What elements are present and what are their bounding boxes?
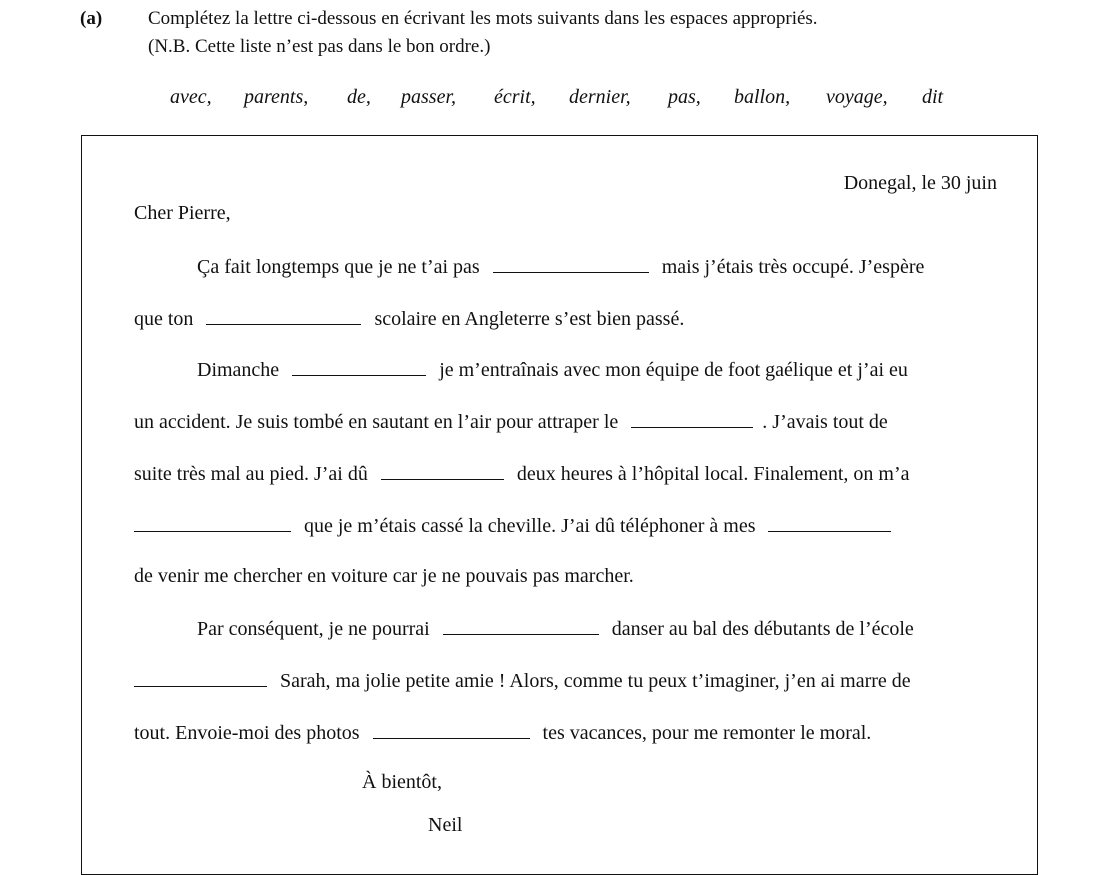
letter-line-10: tout. Envoie-moi des photos tes vacances, pour me remonter le moral.	[134, 722, 872, 744]
word-bank	[0, 86, 1116, 112]
letter-greeting: Cher Pierre,	[134, 202, 231, 224]
blank-2[interactable]	[206, 306, 361, 325]
word-bank-item: dit	[922, 86, 944, 108]
word-bank-item: dernier,	[569, 86, 631, 108]
word-bank-item: ballon,	[734, 86, 791, 108]
blank-9[interactable]	[134, 668, 267, 687]
blank-8[interactable]	[443, 616, 599, 635]
letter-line-5: suite très mal au pied. J’ai dû deux heures à l’hôpital local. Finalement, on m’a	[134, 463, 910, 485]
word-bank-item: écrit,	[494, 86, 536, 108]
letter-signature: Neil	[428, 814, 463, 836]
instruction-line-1: Complétez la lettre ci-dessous en écrivant les mots suivants dans les espaces appropriés.	[148, 8, 818, 29]
word-bank-item: parents,	[244, 86, 309, 108]
blank-7[interactable]	[768, 513, 891, 532]
instruction-line-2: (N.B. Cette liste n’est pas dans le bon ordre.)	[148, 36, 491, 57]
word-bank-item: pas,	[668, 86, 701, 108]
letter-line-9: Sarah, ma jolie petite amie ! Alors, comme tu peux t’imaginer, j’en ai marre de	[134, 668, 911, 693]
word-bank-item: passer,	[401, 86, 457, 108]
letter-line-7: de venir me chercher en voiture car je ne pouvais pas marcher.	[134, 565, 634, 587]
word-bank-item: voyage,	[826, 86, 888, 108]
blank-10[interactable]	[373, 720, 530, 739]
question-label: (a)	[80, 8, 103, 29]
letter-line-1: Ça fait longtemps que je ne t’ai pas mais j’étais très occupé. J’espère	[197, 256, 925, 278]
letter-box	[81, 135, 1038, 875]
letter-line-4: un accident. Je suis tombé en sautant en l’air pour attraper le . J’avais tout de	[134, 411, 888, 433]
letter-date: Donegal, le 30 juin	[843, 172, 997, 194]
letter-closing: À bientôt,	[362, 771, 442, 793]
blank-1[interactable]	[493, 254, 649, 273]
word-bank-item: avec,	[170, 86, 212, 108]
blank-6[interactable]	[134, 513, 291, 532]
blank-3[interactable]	[292, 357, 426, 376]
letter-line-6: que je m’étais cassé la cheville. J’ai dû téléphoner à mes	[134, 513, 891, 538]
word-bank-item: de,	[347, 86, 371, 108]
letter-line-2: que ton scolaire en Angleterre s’est bien passé.	[134, 308, 685, 330]
blank-4[interactable]	[631, 409, 753, 428]
blank-5[interactable]	[381, 461, 504, 480]
letter-line-3: Dimanche je m’entraînais avec mon équipe de foot gaélique et j’ai eu	[197, 359, 908, 381]
letter-line-8: Par conséquent, je ne pourrai danser au bal des débutants de l’école	[197, 618, 914, 640]
